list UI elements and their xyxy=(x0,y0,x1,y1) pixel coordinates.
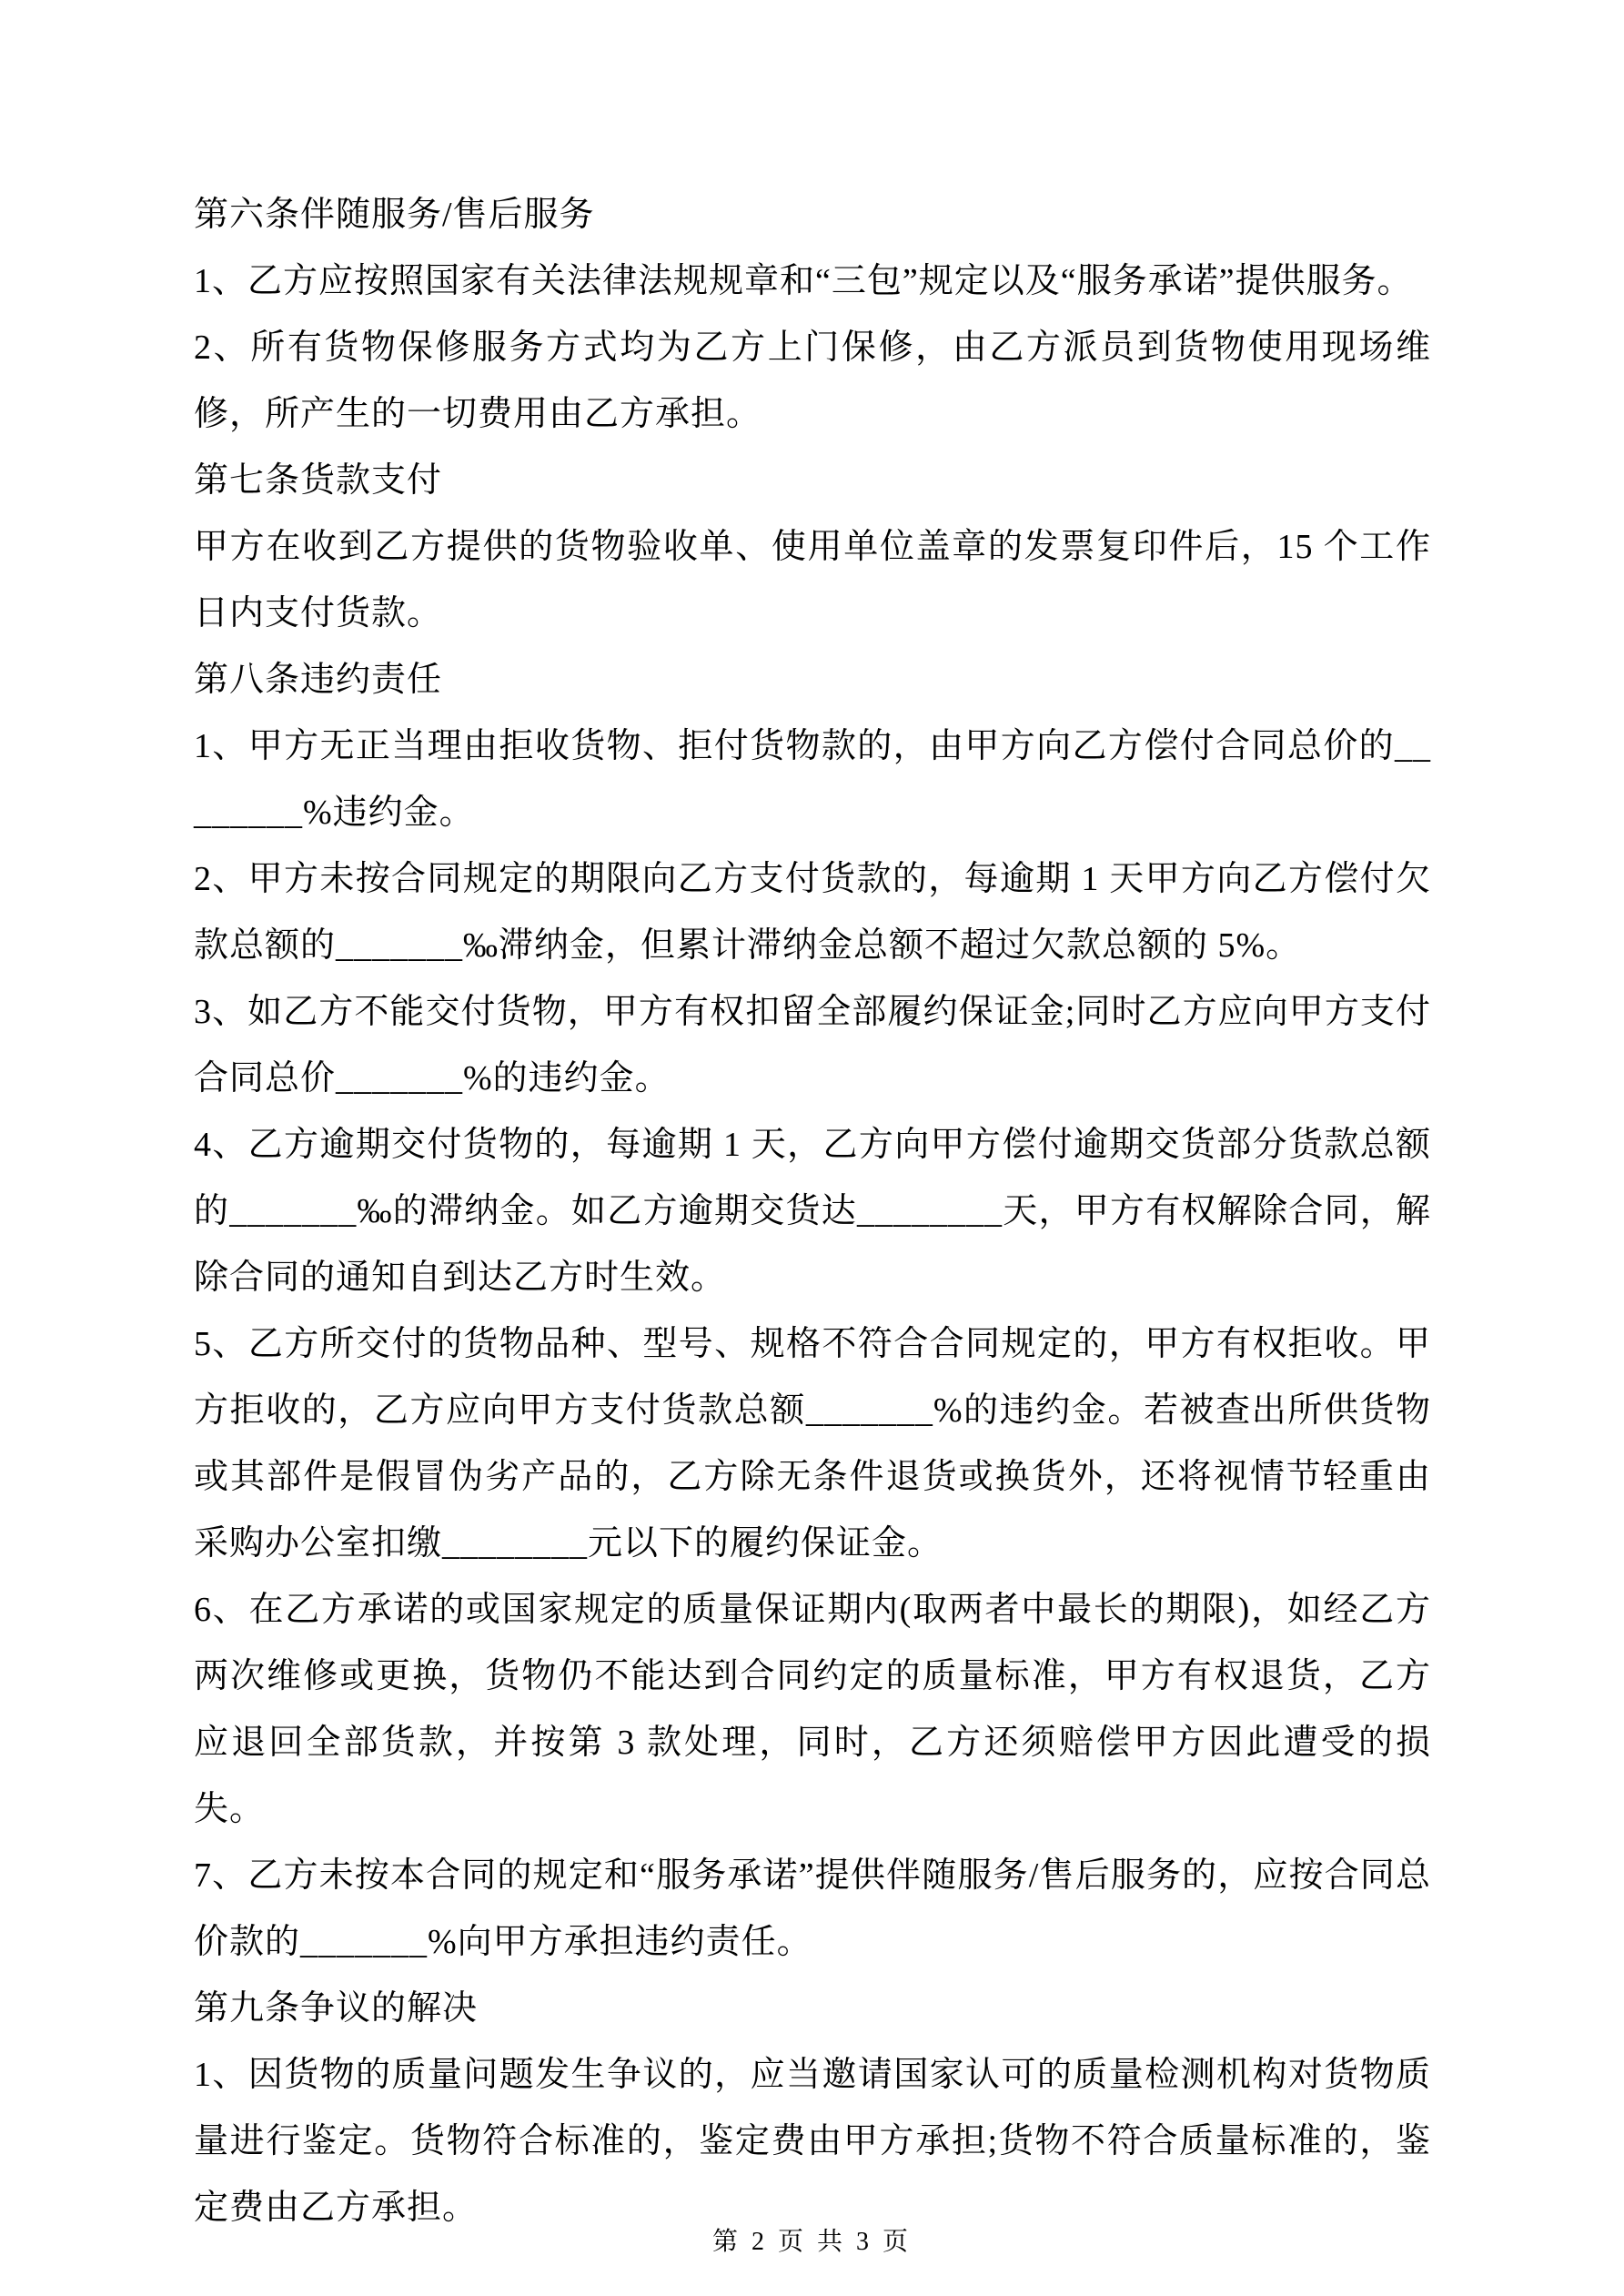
section-heading: 第六条伴随服务/售后服务 xyxy=(194,196,595,234)
page-number: 第 2 页 共 3 页 xyxy=(711,2228,912,2256)
contract-paragraph: 6、在乙方承诺的或国家规定的质量保证期内(取两者中最长的期限)，如经乙方两次维修或更换，货物仍不能达到合同约定的质量标准，甲方有权退货，乙方应退回全部货款，并按第 3 款处理，同时，乙方还须赔偿甲方因此遭受的损失。 xyxy=(194,1591,1431,1828)
contract-body xyxy=(194,182,1431,2241)
contract-paragraph: 1、乙方应按照国家有关法律法规规章和“三包”规定以及“服务承诺”提供服务。 xyxy=(194,262,1413,300)
contract-paragraph: 3、如乙方不能交付货物，甲方有权扣留全部履约保证金;同时乙方应向甲方支付合同总价_______%的违约金。 xyxy=(194,993,1431,1097)
contract-paragraph: 5、乙方所交付的货物品种、型号、规格不符合合同规定的，甲方有权拒收。甲方拒收的，乙方应向甲方支付货款总额_______%的违约金。若被查出所供货物或其部件是假冒伪劣产品的，乙方除无条件退货或换货外，还将视情节轻重由采购办公室扣缴________元以下的履约保证金。 xyxy=(194,1325,1431,1563)
section-heading: 第七条货款支付 xyxy=(194,461,443,500)
section-heading: 第九条争议的解决 xyxy=(194,1989,479,2028)
contract-paragraph: 7、乙方未按本合同的规定和“服务承诺”提供伴随服务/售后服务的，应按合同总价款的_______%向甲方承担违约责任。 xyxy=(194,1856,1431,1961)
contract-paragraph: 2、甲方未按合同规定的期限向乙方支付货款的，每逾期 1 天甲方向乙方偿付欠款总额的_______‰滞纳金，但累计滞纳金总额不超过欠款总额的 5%。 xyxy=(194,860,1431,965)
contract-paragraph: 甲方在收到乙方提供的货物验收单、使用单位盖章的发票复印件后，15 个工作日内支付货款。 xyxy=(194,528,1431,632)
contract-paragraph: 2、所有货物保修服务方式均为乙方上门保修，由乙方派员到货物使用现场维修，所产生的一切费用由乙方承担。 xyxy=(194,329,1431,433)
contract-paragraph: 4、乙方逾期交付货物的，每逾期 1 天，乙方向甲方偿付逾期交货部分货款总额的_______‰的滞纳金。如乙方逾期交货达________天，甲方有权解除合同，解除合同的通知自到达乙方时生效。 xyxy=(194,1126,1431,1297)
section-heading: 第八条违约责任 xyxy=(194,661,443,699)
contract-paragraph: 1、因货物的质量问题发生争议的，应当邀请国家认可的质量检测机构对货物质量进行鉴定。货物符合标准的，鉴定费由甲方承担;货物不符合质量标准的，鉴定费由乙方承担。 xyxy=(194,2056,1431,2227)
contract-paragraph: 1、甲方无正当理由拒收货物、拒付货物款的，由甲方向乙方偿付合同总价的________%违约金。 xyxy=(194,727,1431,832)
page-footer xyxy=(0,2221,1624,2258)
